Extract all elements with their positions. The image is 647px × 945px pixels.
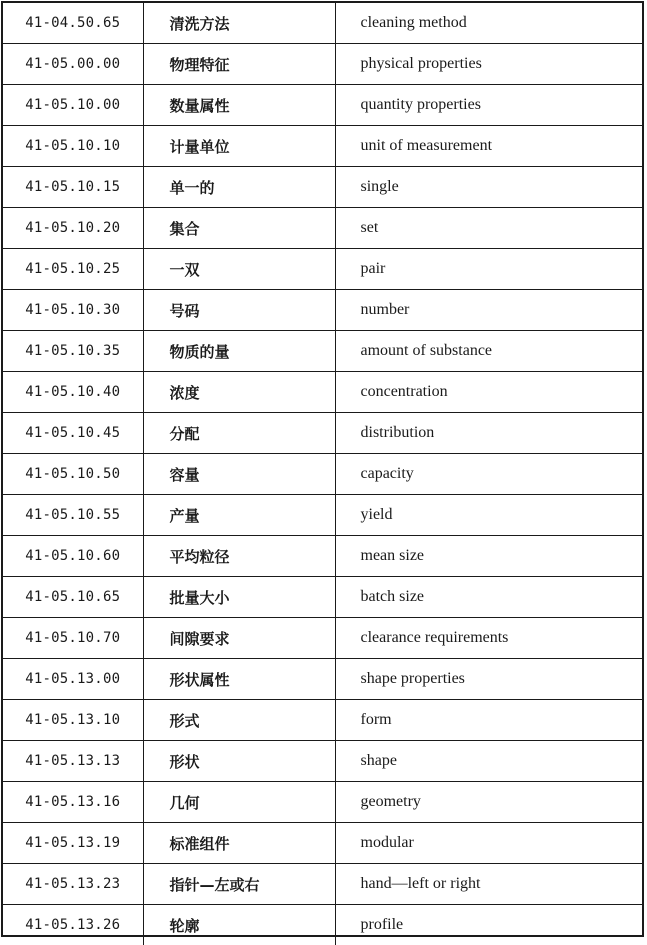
table-row — [3, 126, 642, 167]
table-row — [3, 167, 642, 208]
row-term-zh: 一双 — [143, 249, 335, 290]
row-code: 41-05.10.60 — [3, 536, 143, 577]
table-row — [3, 618, 642, 659]
row-code: 41-05.10.70 — [3, 618, 143, 659]
row-code: 41-05.10.65 — [3, 577, 143, 618]
table-row — [3, 331, 642, 372]
table-row — [3, 372, 642, 413]
table-row — [3, 577, 642, 618]
table-row — [3, 3, 642, 44]
row-term-en: batch size — [335, 577, 642, 618]
row-term-en: unit of measurement — [335, 126, 642, 167]
row-term-zh: 分配 — [143, 413, 335, 454]
row-term-en: pair — [335, 249, 642, 290]
row-term-en: modular — [335, 823, 642, 864]
row-term-zh: 轮廓 — [143, 905, 335, 945]
row-code: 41-05.10.35 — [3, 331, 143, 372]
row-term-en: mean size — [335, 536, 642, 577]
row-term-zh: 批量大小 — [143, 577, 335, 618]
row-term-zh: 集合 — [143, 208, 335, 249]
row-term-zh: 单一的 — [143, 167, 335, 208]
table-row — [3, 44, 642, 85]
row-code: 41-05.10.50 — [3, 454, 143, 495]
row-code: 41-05.10.30 — [3, 290, 143, 331]
row-code: 41-04.50.65 — [3, 3, 143, 44]
row-term-en: geometry — [335, 782, 642, 823]
table-row — [3, 454, 642, 495]
row-code: 41-05.10.15 — [3, 167, 143, 208]
row-term-en: clearance requirements — [335, 618, 642, 659]
row-code: 41-05.13.23 — [3, 864, 143, 905]
row-code: 41-05.10.20 — [3, 208, 143, 249]
table-row — [3, 659, 642, 700]
row-term-en: form — [335, 700, 642, 741]
row-term-zh: 间隙要求 — [143, 618, 335, 659]
row-term-zh: 浓度 — [143, 372, 335, 413]
table-row — [3, 905, 642, 945]
row-term-en: shape — [335, 741, 642, 782]
row-code: 41-05.10.00 — [3, 85, 143, 126]
row-code: 41-05.10.10 — [3, 126, 143, 167]
row-term-en: single — [335, 167, 642, 208]
terms-table — [3, 3, 642, 945]
table-row — [3, 290, 642, 331]
row-term-en: set — [335, 208, 642, 249]
table-row — [3, 741, 642, 782]
row-term-zh: 产量 — [143, 495, 335, 536]
row-term-zh: 清洗方法 — [143, 3, 335, 44]
row-term-en: quantity properties — [335, 85, 642, 126]
terms-table-sheet — [1, 1, 644, 937]
table-row — [3, 208, 642, 249]
table-row — [3, 782, 642, 823]
table-row — [3, 495, 642, 536]
row-code: 41-05.00.00 — [3, 44, 143, 85]
row-term-en: profile — [335, 905, 642, 945]
row-term-en: concentration — [335, 372, 642, 413]
row-term-en: distribution — [335, 413, 642, 454]
row-term-en: hand—left or right — [335, 864, 642, 905]
row-term-en: number — [335, 290, 642, 331]
row-code: 41-05.13.10 — [3, 700, 143, 741]
row-term-en: amount of substance — [335, 331, 642, 372]
row-term-zh: 形式 — [143, 700, 335, 741]
table-row — [3, 864, 642, 905]
row-term-zh: 物质的量 — [143, 331, 335, 372]
row-term-zh: 形状属性 — [143, 659, 335, 700]
row-code: 41-05.13.13 — [3, 741, 143, 782]
table-row — [3, 85, 642, 126]
table-row — [3, 249, 642, 290]
row-term-zh: 形状 — [143, 741, 335, 782]
row-term-zh: 标准组件 — [143, 823, 335, 864]
row-code: 41-05.10.55 — [3, 495, 143, 536]
table-row — [3, 413, 642, 454]
row-term-en: physical properties — [335, 44, 642, 85]
table-row — [3, 700, 642, 741]
row-term-zh: 容量 — [143, 454, 335, 495]
terms-table-body — [3, 3, 642, 945]
row-term-en: yield — [335, 495, 642, 536]
row-term-zh: 物理特征 — [143, 44, 335, 85]
row-term-zh: 数量属性 — [143, 85, 335, 126]
row-term-zh: 号码 — [143, 290, 335, 331]
row-term-en: capacity — [335, 454, 642, 495]
row-code: 41-05.13.19 — [3, 823, 143, 864]
row-term-zh: 指针—左或右 — [143, 864, 335, 905]
row-code: 41-05.13.16 — [3, 782, 143, 823]
table-row — [3, 536, 642, 577]
row-code: 41-05.13.00 — [3, 659, 143, 700]
row-term-zh: 几何 — [143, 782, 335, 823]
row-term-en: shape properties — [335, 659, 642, 700]
row-term-en: cleaning method — [335, 3, 642, 44]
row-term-zh: 平均粒径 — [143, 536, 335, 577]
row-code: 41-05.10.40 — [3, 372, 143, 413]
table-row — [3, 823, 642, 864]
row-code: 41-05.13.26 — [3, 905, 143, 945]
row-term-zh: 计量单位 — [143, 126, 335, 167]
row-code: 41-05.10.25 — [3, 249, 143, 290]
row-code: 41-05.10.45 — [3, 413, 143, 454]
